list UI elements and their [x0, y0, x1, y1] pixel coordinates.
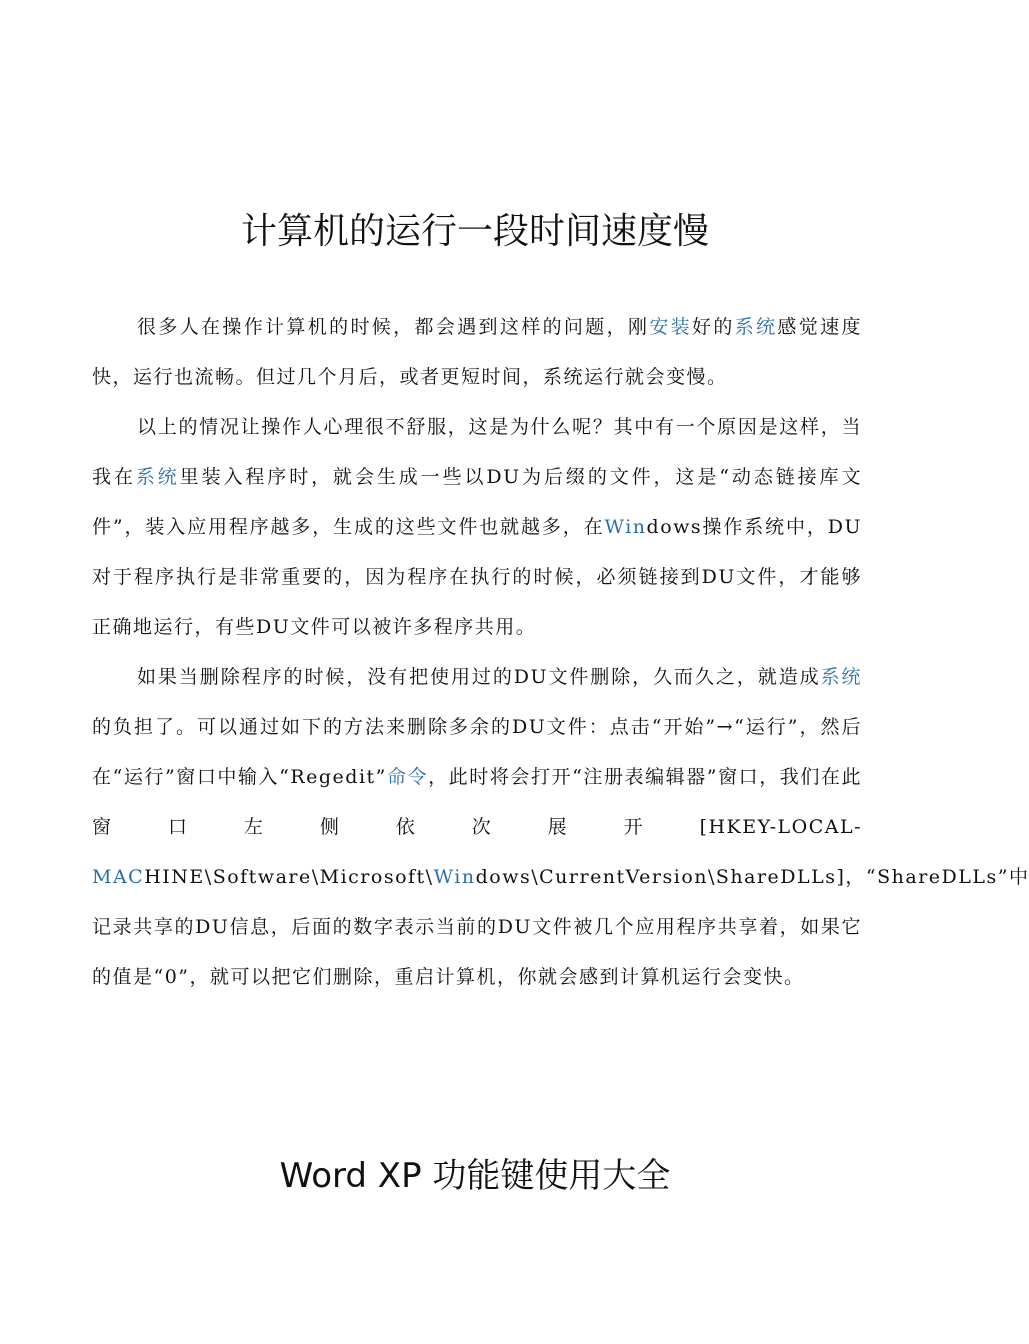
link-system[interactable]: 系统 [734, 316, 778, 338]
link-windows[interactable]: Win [433, 866, 476, 888]
article-body [92, 302, 1029, 1002]
paragraph-3: 如果当删除程序的时候，没有把使用过的DU文件删除，久而久之，就造成系统的负担了。可以通过如下的方法来删除多余的DU文件：点击“开始”→“运行”，然后在“运行”窗口中输入“Regedit”命令，此时将会打开“注册表编辑器”窗口，我们在此窗口左侧依次展开[HKEY-LOCAL-MACHINE\Software\Microsoft\Windows\CurrentVersion\ShareDLLs]，“ShareDLLs”中记录共享的DU信息，后面的数字表示当前的DU文件被几个应用程序共享着，如果它的值是“0”，就可以把它们删除，重启计算机，你就会感到计算机运行会变快。 [92, 666, 1029, 988]
paragraph-1: 很多人在操作计算机的时候，都会遇到这样的问题，刚安装好的系统感觉速度快，运行也流畅。但过几个月后，或者更短时间，系统运行就会变慢。 [92, 316, 862, 388]
page-title: 计算机的运行一段时间速度慢 [240, 211, 709, 252]
paragraph-2: 以上的情况让操作人心理很不舒服，这是为什么呢？其中有一个原因是这样，当我在系统里装入程序时，就会生成一些以DU为后缀的文件，这是“动态链接库文件”，装入应用程序越多，生成的这些文件也就越多，在Windows操作系统中，DU对于程序执行是非常重要的，因为程序在执行的时候，必须链接到DU文件，才能够正确地运行，有些DU文件可以被许多程序共用。 [92, 416, 862, 638]
link-windows[interactable]: Win [604, 516, 647, 538]
link-machine[interactable]: MAC [92, 866, 145, 888]
link-system[interactable]: 系统 [135, 466, 180, 488]
link-system[interactable]: 系统 [820, 666, 862, 688]
link-install[interactable]: 安装 [649, 316, 693, 338]
link-command[interactable]: 命令 [386, 766, 429, 788]
section-title: Word XP 功能键使用大全 [279, 1156, 671, 1196]
